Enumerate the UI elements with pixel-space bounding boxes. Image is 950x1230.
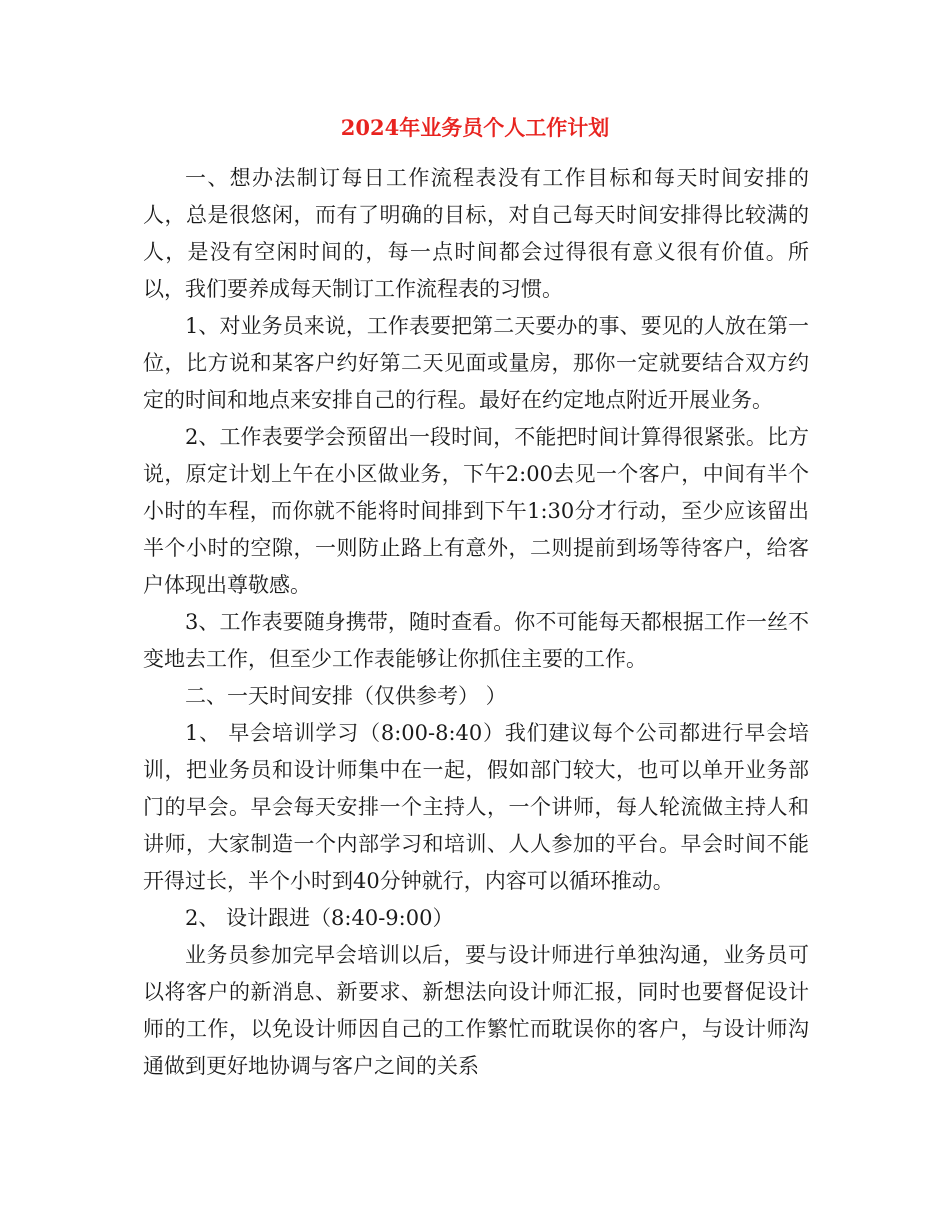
paragraph-design-followup: 业务员参加完早会培训以后，要与设计师进行单独沟通，业务员可以将客户的新消息、新要求、新想法向设计师汇报，同时也要督促设计师的工作，以免设计师因自己的工作繁忙而耽误你的客户，与设计师沟通做到更好地协调与客户之间的关系	[143, 943, 809, 1078]
paragraph-method: 一、想办法制订每日工作流程表没有工作目标和每天时间安排的人，总是很悠闲，而有了明确的目标，对自己每天时间安排得比较满的人，是没有空闲时间的，每一点时间都会过得很有意义很有价值。所以，我们要养成每天制订工作流程表的习惯。	[143, 166, 809, 301]
paragraph-point-2: 2、工作表要学会预留出一段时间，不能把时间计算得很紧张。比方说，原定计划上午在小区做业务，下午2:00去见一个客户，中间有半个小时的车程，而你就不能将时间排到下午1:30分才行动，至少应该留出半个小时的空隙，一则防止路上有意外，二则提前到场等待客户，给客户体现出尊敬感。	[143, 425, 809, 597]
paragraph-morning-meeting: 1、 早会培训学习（8:00-8:40）我们建议每个公司都进行早会培训，把业务员和设计师集中在一起，假如部门较大，也可以单开业务部门的早会。早会每天安排一个主持人，一个讲师，每人轮流做主持人和讲师，大家制造一个内部学习和培训、人人参加的平台。早会时间不能开得过长，半个小时到40分钟就行，内容可以循环推动。	[143, 721, 809, 893]
section-heading-schedule: 二、一天时间安排（仅供参考） ）	[185, 684, 507, 708]
document-title: 2024年业务员个人工作计划	[340, 115, 610, 140]
document-body	[143, 160, 809, 1085]
paragraph-point-3: 3、工作表要随身携带，随时查看。你不可能每天都根据工作一丝不变地去工作，但至少工作表能够让你抓住主要的工作。	[143, 610, 809, 671]
paragraph-design-followup-heading: 2、 设计跟进（8:40-9:00）	[185, 906, 454, 930]
paragraph-point-1: 1、对业务员来说，工作表要把第二天要办的事、要见的人放在第一位，比方说和某客户约好第二天见面或量房，那你一定就要结合双方约定的时间和地点来安排自己的行程。最好在约定地点附近开展业务。	[143, 314, 809, 412]
